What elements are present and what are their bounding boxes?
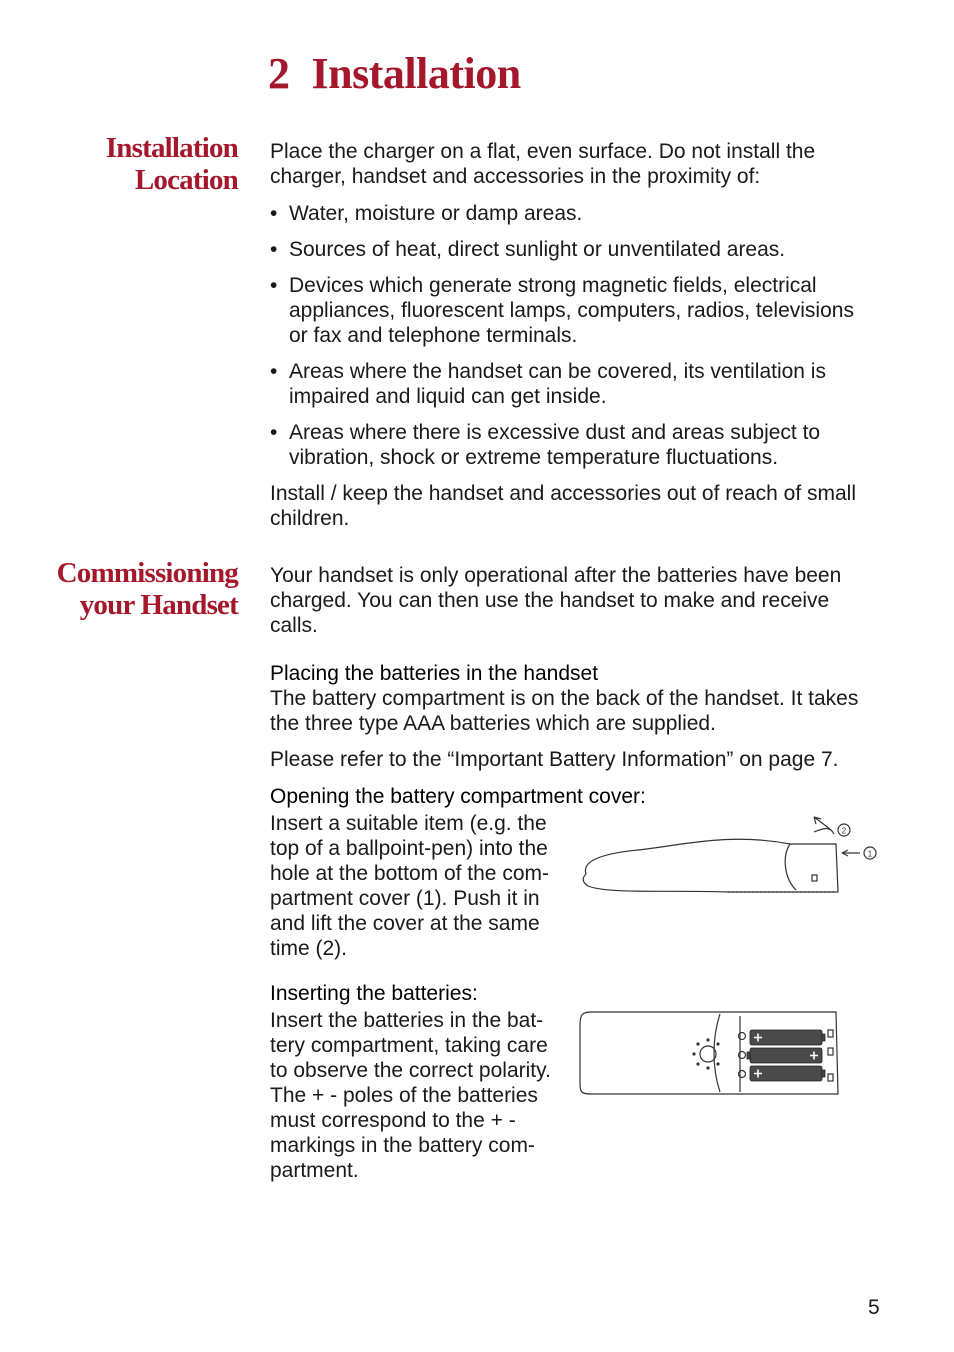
page-number: 5 bbox=[868, 1296, 880, 1319]
inserting-batteries-title: Inserting the batteries: bbox=[270, 982, 478, 1005]
placing-batteries-text: The battery compartment is on the back of the handset. It takes the three type AAA batteries which are supplied. bbox=[270, 687, 859, 735]
list-item: • Sources of heat, direct sunlight or unventilated areas. bbox=[270, 237, 880, 262]
intro-paragraph: Place the charger on a flat, even surface. Do not install the charger, handset and accessories in the proximity of: bbox=[270, 140, 816, 188]
commissioning-heading bbox=[57, 557, 238, 621]
hazard-list bbox=[270, 201, 880, 470]
opening-cover-title: Opening the battery compartment cover: bbox=[270, 785, 646, 808]
placing-batteries-title: Placing the batteries in the handset bbox=[270, 662, 599, 685]
commissioning-intro bbox=[270, 563, 880, 638]
heading-line: Location bbox=[134, 164, 238, 196]
callout-1-label: 1 bbox=[867, 849, 873, 859]
battery-compartment-illustration bbox=[578, 1008, 843, 1098]
children-note: Install / keep the handset and accessories out of reach of small children. bbox=[270, 482, 857, 530]
placing-batteries-section bbox=[270, 661, 880, 772]
inserting-batteries-text: Insert the batteries in the bat-tery compartment, taking care to observe the correct polarity. The + - poles of the batteries must correspond to the + -markings in the battery com-partment. bbox=[270, 1009, 551, 1182]
list-item: • Areas where there is excessive dust and areas subject to vibration, shock or extreme temperature fluctuations. bbox=[270, 420, 880, 470]
callout-2-label: 2 bbox=[841, 826, 847, 836]
heading-line: Commissioning bbox=[56, 557, 238, 589]
handset-side-illustration bbox=[578, 812, 883, 898]
list-item: • Devices which generate strong magnetic fields, electrical appliances, fluorescent lamps, computers, radios, televisions or fax and telephone terminals. bbox=[270, 273, 880, 348]
installation-location-section bbox=[270, 139, 880, 531]
list-item: • Water, moisture or damp areas. bbox=[270, 201, 880, 226]
opening-cover-text: Insert a suitable item (e.g. the top of a ballpoint-pen) into the hole at the bottom of the com-partment cover (1). Push it in and lift the cover at the same time (2). bbox=[270, 812, 549, 960]
chapter-title bbox=[268, 49, 521, 98]
battery-info-reference: Please refer to the “Important Battery Information” on page 7. bbox=[270, 748, 839, 771]
chapter-number: 2 bbox=[268, 49, 290, 98]
list-item: • Areas where the handset can be covered, its ventilation is impaired and liquid can get inside. bbox=[270, 359, 880, 409]
chapter-title-text: Installation bbox=[311, 49, 521, 98]
heading-line: Installation bbox=[105, 132, 238, 164]
heading-line: your Handset bbox=[79, 589, 238, 621]
installation-location-heading bbox=[106, 132, 238, 196]
intro-paragraph: Your handset is only operational after the batteries have been charged. You can then use the handset to make and receive calls. bbox=[270, 564, 842, 637]
